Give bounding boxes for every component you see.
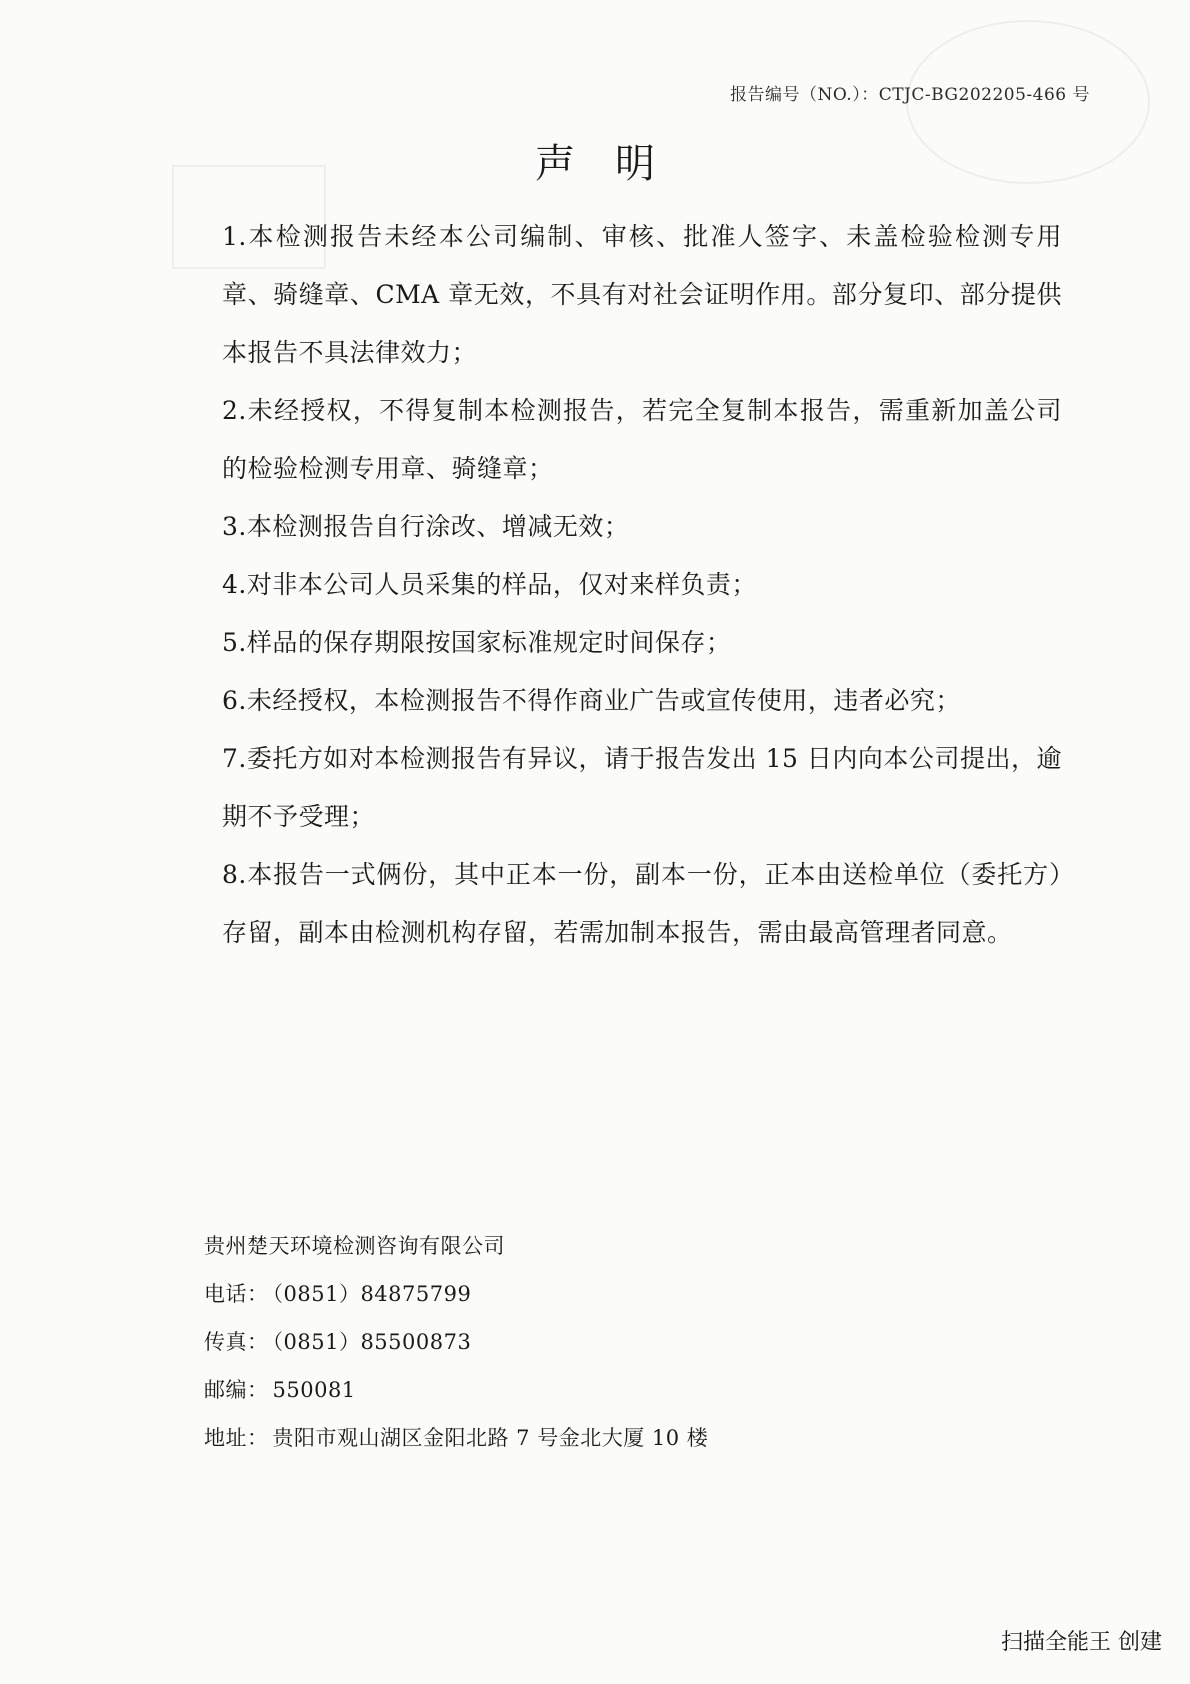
clause-1: 1.本检测报告未经本公司编制、审核、批准人签字、未盖检验检测专用章、骑缝章、CMA 章无效，不具有对社会证明作用。部分复印、部分提供本报告不具法律效力； bbox=[222, 222, 1062, 367]
clause-3: 3.本检测报告自行涂改、增减无效； bbox=[222, 512, 630, 541]
clause-5: 5.样品的保存期限按国家标准规定时间保存； bbox=[222, 628, 732, 657]
clause-7: 7.委托方如对本检测报告有异议，请于报告发出 15 日内向本公司提出，逾期不予受理； bbox=[222, 744, 1062, 831]
fax-line bbox=[204, 1318, 904, 1366]
address-value: 贵阳市观山湖区金阳北路 7 号金北大厦 10 楼 bbox=[272, 1426, 709, 1450]
report-number: 报告编号（NO.）：CTJC-BG202205-466 号 bbox=[729, 85, 1090, 105]
declaration-clauses bbox=[222, 208, 1062, 962]
address-line bbox=[204, 1414, 904, 1462]
fax-value: （0851）85500873 bbox=[272, 1330, 472, 1354]
clause-4: 4.对非本公司人员采集的样品，仅对来样负责； bbox=[222, 570, 757, 599]
postcode-value: 550081 bbox=[272, 1378, 356, 1402]
address-label: 地址： bbox=[204, 1426, 269, 1450]
phone-line bbox=[204, 1270, 904, 1318]
postcode-label: 邮编： bbox=[204, 1378, 269, 1402]
scanner-watermark: 扫描全能王 创建 bbox=[1001, 1630, 1162, 1655]
page-title: 声明 bbox=[535, 141, 695, 187]
postcode-line bbox=[204, 1366, 904, 1414]
company-contact-block bbox=[204, 1222, 904, 1462]
clause-8: 8.本报告一式俩份，其中正本一份，副本一份，正本由送检单位（委托方）存留，副本由检测机构存留，若需加制本报告，需由最高管理者同意。 bbox=[222, 860, 1062, 947]
clause-6: 6.未经授权，本检测报告不得作商业广告或宣传使用，违者必究； bbox=[222, 686, 961, 715]
phone-label: 电话： bbox=[204, 1282, 269, 1306]
phone-value: （0851）84875799 bbox=[272, 1282, 472, 1306]
company-name: 贵州楚天环境检测咨询有限公司 bbox=[204, 1234, 505, 1258]
clause-2: 2.未经授权，不得复制本检测报告，若完全复制本报告，需重新加盖公司的检验检测专用章、骑缝章； bbox=[222, 396, 1062, 483]
fax-label: 传真： bbox=[204, 1330, 269, 1354]
